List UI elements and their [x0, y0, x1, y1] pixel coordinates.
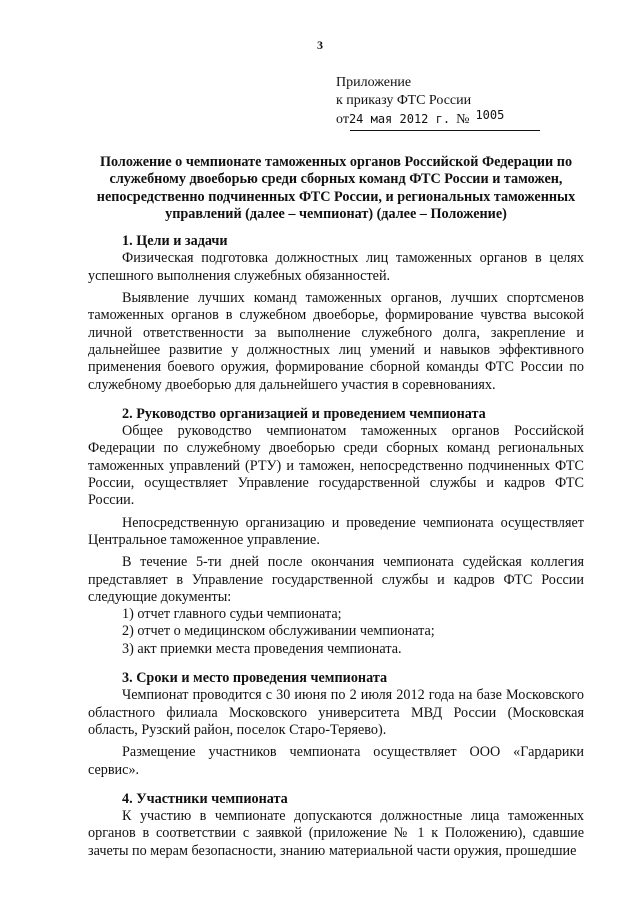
section-heading: 2. Руководство организацией и проведением чемпионата — [122, 405, 486, 422]
document-title: Положение о чемпионате таможенных органов Российской Федерации по служебному двоеборью среди сборных команд ФТС России и таможен, непосредственно подчиненных ФТС России, и региональных таможенных управлений (далее – чемпионат) (далее – Положение) — [96, 154, 576, 222]
section-4 — [88, 791, 584, 860]
paragraph: В течение 5-ти дней после окончания чемпионата судейская коллегия представляет в Управление государственной службы и кадров ФТС России следующие документы: — [88, 554, 584, 605]
order-date-number-line — [336, 110, 504, 129]
list-item: 1) отчет главного судьи чемпионата; — [122, 606, 342, 623]
paragraph: Чемпионат проводится с 30 июня по 2 июля 2012 года на базе Московского областного филиала Московского университета МВД России (Московская область, Рузский район, поселок Старо-Теряево). — [88, 687, 584, 738]
page-number: 3 — [317, 38, 323, 52]
section-3 — [88, 670, 584, 779]
number-label: № — [456, 112, 470, 127]
order-number: 1005 — [475, 108, 505, 122]
order-date: 24 мая 2012 г. — [348, 112, 451, 126]
appendix-label: Приложение — [336, 75, 412, 90]
paragraph: Размещение участников чемпионата осуществляет ООО «Гардарики сервис». — [88, 744, 584, 778]
document-body — [88, 154, 584, 860]
order-reference: к приказу ФТС России — [336, 93, 472, 108]
date-prefix: от — [336, 112, 349, 127]
underline-rule — [350, 130, 540, 131]
paragraph: Общее руководство чемпионатом таможенных органов Российской Федерации по служебному двоеборью среди сборных команд региональных таможенных управлений (РТУ) и таможен, непосредственно подчиненных ФТС России, осуществляет Управление государственной службы и кадров ФТС России. — [88, 423, 584, 509]
paragraph: Физическая подготовка должностных лиц таможенных органов в целях успешного выполнения служебных обязанностей. — [88, 250, 584, 284]
paragraph: Непосредственную организацию и проведение чемпионата осуществляет Центральное таможенное управление. — [88, 514, 584, 548]
section-heading: 1. Цели и задачи — [122, 233, 228, 250]
list-item: 2) отчет о медицинском обслуживании чемпионата; — [122, 623, 435, 640]
appendix-block — [336, 74, 504, 129]
paragraph: Выявление лучших команд таможенных органов, лучших спортсменов таможенных органов в служебном двоеборье, формирование чувства высокой личной ответственности за выполнение служебного долга, закрепление и дальнейшее развитие у должностных лиц умений и навыков эффективного применения боевого оружия, формирование сборной команды ФТС России по служебному двоеборью для дальнейшего участия в соревнованиях. — [88, 290, 584, 393]
section-2 — [88, 406, 584, 658]
section-heading: 3. Сроки и место проведения чемпионата — [122, 670, 388, 687]
paragraph: К участию в чемпионате допускаются должностные лица таможенных органов в соответствии с заявкой (приложение № 1 к Положению), сдавшие зачеты по мерам безопасности, знанию материальной части оружия, прошедшие — [88, 808, 584, 859]
section-1 — [88, 233, 584, 394]
list-item: 3) акт приемки места проведения чемпионата. — [122, 640, 402, 657]
section-heading: 4. Участники чемпионата — [122, 790, 288, 807]
